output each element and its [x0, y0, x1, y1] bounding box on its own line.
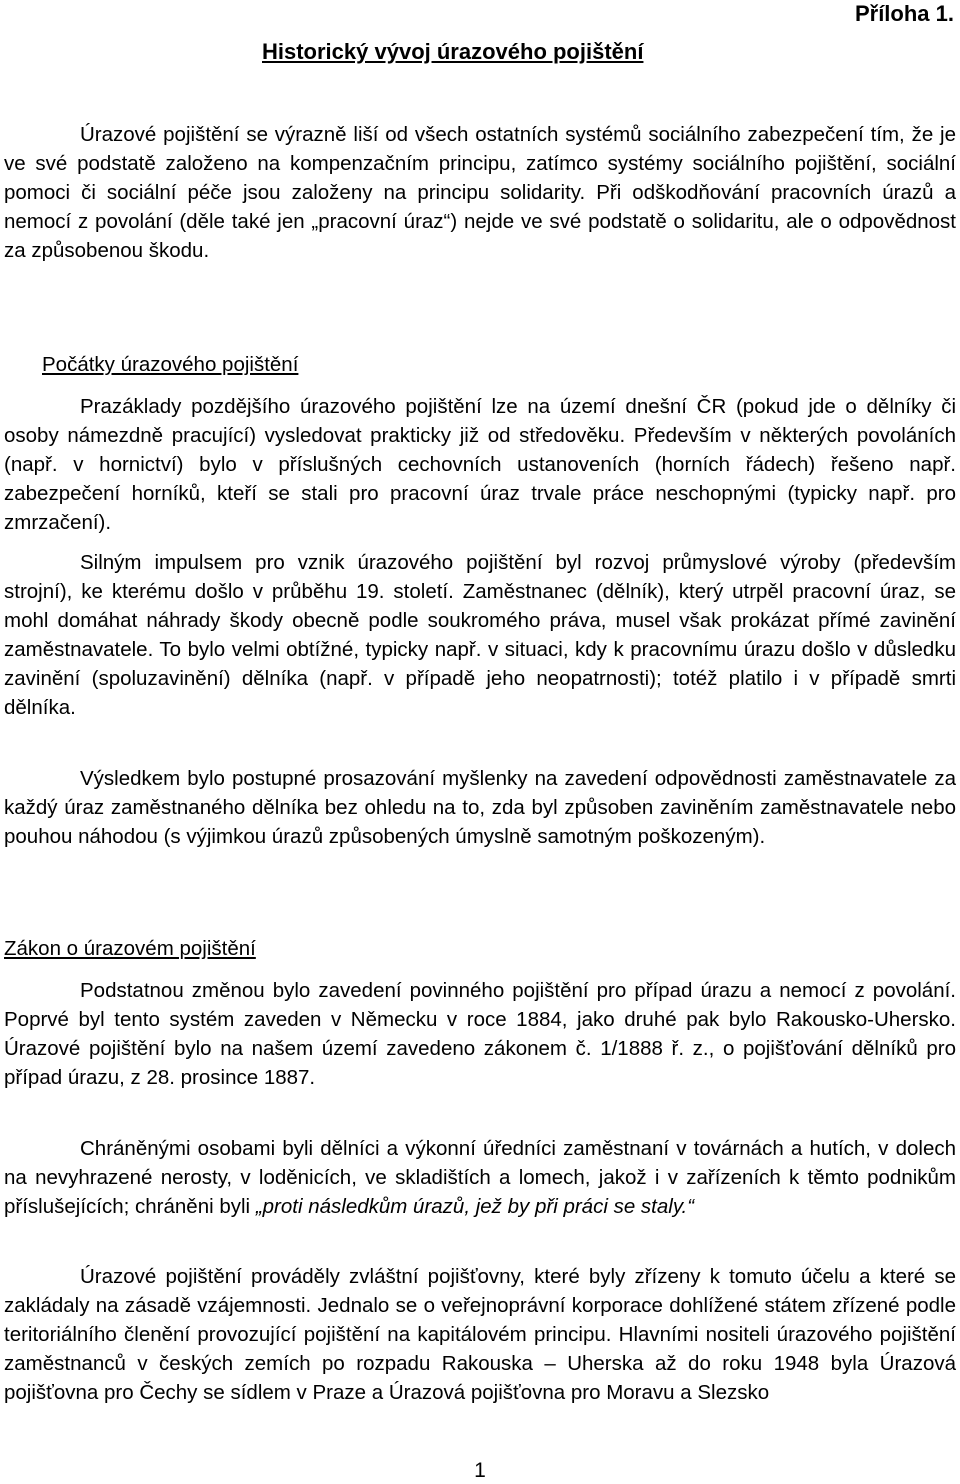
law-paragraph-2 — [4, 1134, 956, 1221]
law-text-protected-persons: Chráněnými osobami byli dělníci a výkonní úředníci zaměstnaní v továrnách a hutích, v dolech na nevyhrazené nerosty, v loděnicích, ve skladištích a lomech, jakož i v zařízeních k těmto podnikům příslušejících; chráněni byli — [4, 1137, 956, 1218]
beginnings-paragraph-1: Prazáklady pozdějšího úrazového pojištění lze na území dnešní ČR (pokud jde o dělníky či osoby námezdně pracující) vysledovat prakticky již od středověku. Především v některých povoláních (např. v hornictví) bylo v příslušných cechovních ustanoveních (horních řádech) řešeno např. zabezpečení horníků, kteří se stali pro pracovní úraz trvale práce neschopnými (typicky např. pro zmrzačení). — [4, 395, 956, 534]
document-title: Historický vývoj úrazového pojištění — [262, 39, 644, 64]
beginnings-paragraph-2: Silným impulsem pro vznik úrazového pojištění byl rozvoj průmyslové výroby (především strojní), ke kterému došlo v průběhu 19. století. Zaměstnanec (dělník), který utrpěl pracovní úraz, se mohl domáhat náhrady škody obecně podle soukromého práva, musel však prokázat přímé zavinění zaměstnavatele. To bylo velmi obtížné, typicky např. v situaci, kdy k pracovnímu úrazu došlo v důsledku zavinění (spoluzavinění) dělníka (např. v případě jeho neopatrnosti); totéž platilo i v případě smrti dělníka. — [4, 551, 956, 719]
page-number: 1 — [474, 1459, 486, 1482]
intro-text-part-2: Při odškodňování pracovních úrazů a nemocí z povolání (děle také jen „pracovní úraz“) nejde ve své podstatě o solidaritu, ale o odpovědnost za způsobenou škodu. — [4, 181, 956, 262]
intro-paragraph — [4, 120, 956, 265]
beginnings-paragraph-3: Výsledkem bylo postupné prosazování myšlenky na zavedení odpovědnosti zaměstnavatele za každý úraz zaměstnaného dělníka bez ohledu na to, zda byl způsoben zaviněním zaměstnavatele nebo pouhou náhodou (s výjimkou úrazů způsobených úmyslně samotným poškozeným). — [4, 767, 956, 848]
section-heading-law: Zákon o úrazovém pojištění — [4, 937, 256, 960]
law-paragraph-3: Úrazové pojištění prováděly zvláštní pojišťovny, které byly zřízeny k tomuto účelu a které se zakládaly na zásadě vzájemnosti. Jednalo se o veřejnoprávní korporace dohlížené státem zřízené podle teritoriálního členění provozující pojištění na kapitálovém principu. Hlavními nositeli úrazového pojištění zaměstnanců v českých zemích po rozpadu Rakouska – Uherska až do roku 1948 byla Úrazová pojišťovna pro Čechy se sídlem v Praze a Úrazová pojišťovna pro Moravu a Slezsko — [4, 1265, 956, 1404]
section-heading-beginnings: Počátky úrazového pojištění — [42, 353, 299, 376]
law-paragraph-1: Podstatnou změnou bylo zavedení povinného pojištění pro případ úrazu a nemocí z povolání. Poprvé byl tento systém zaveden v Německu v roce 1884, jako druhé pak bylo Rakousko-Uhersko. Úrazové pojištění bylo na našem území zavedeno zákonem č. 1/1888 ř. z., o pojišťování dělníků pro případ úrazu, z 28. prosince 1887. — [4, 979, 956, 1089]
intro-text-part-1: Úrazové pojištění se výrazně liší od všech ostatních systémů sociálního zabezpečení tím, že je ve své podstatě založeno na kompenzačním principu, zatímco systémy sociálního pojištění, sociální pomoci či sociální péče jsou založeny na principu solidarity. — [4, 123, 956, 204]
law-quote: „proti následkům úrazů, jež by při práci se staly.“ — [255, 1195, 695, 1218]
appendix-label: Příloha 1. — [854, 1, 954, 26]
